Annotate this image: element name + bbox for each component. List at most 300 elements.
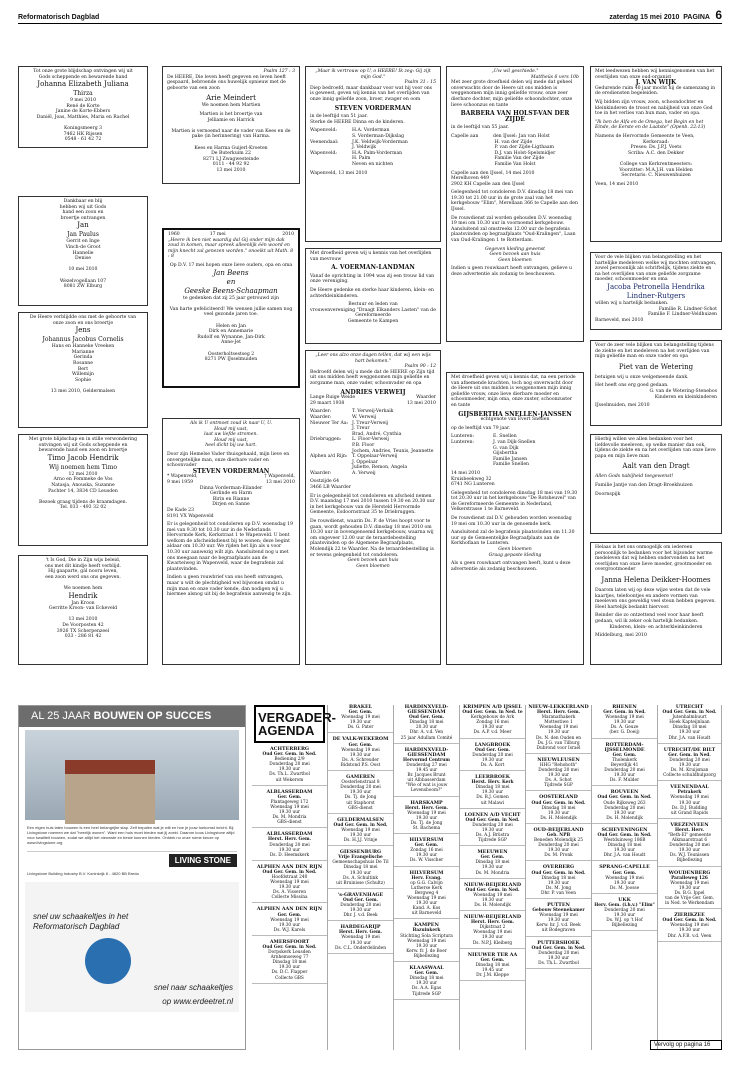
- ad-address: Livingstone Building Industry B.V. Koninkrijk 8 - 4820 BB Breda: [27, 871, 139, 876]
- text-line: 6741 NG Lunteren: [451, 482, 495, 488]
- agenda-line: Donderdag 20 mei: [604, 768, 645, 774]
- agenda-entry: [328, 775, 393, 814]
- agenda-line: Donderdag 20 mei: [340, 785, 381, 791]
- text-line: College van Kerkrentmeesters:: [619, 161, 693, 167]
- text-line: Geen bezoek aan huis: [489, 252, 541, 258]
- text-line: Voorzitter: M.A.J.H. van Helden: [619, 167, 693, 173]
- agenda-entry: [460, 883, 525, 911]
- agenda-place: KLAASWAAL: [409, 965, 444, 972]
- agenda-congregation: Oud Ger. Gem. in Ned.: [465, 817, 520, 823]
- agenda-entry: [328, 737, 393, 771]
- agenda-place: WOUDENBERG: [668, 869, 711, 876]
- agenda-line: Zondag 16 mei: [476, 720, 509, 726]
- agenda-congregation: Oud Ger. Gem. in Ned.: [531, 945, 586, 951]
- agenda-line: Ds. M. Pronk: [544, 853, 573, 859]
- agenda-line: 19.30 uur: [547, 810, 570, 816]
- agenda-column: [460, 705, 526, 1050]
- agenda-congregation: Hervormd Centrum: [403, 757, 450, 763]
- agenda-place: GAMEREN: [346, 774, 375, 781]
- agenda-congregation: Gebouw Steenekamer: [532, 908, 585, 914]
- agenda-line: 19.30 uur: [678, 762, 701, 768]
- livingstone-advertisement[interactable]: [18, 705, 246, 1050]
- agenda-line: 19.30 uur: [481, 897, 504, 903]
- agenda-entry: [526, 758, 591, 792]
- child-name: Hendrik: [68, 591, 98, 600]
- agenda-line: Dijkstraat 2: [479, 925, 506, 931]
- text-line: Geen bloemen: [498, 257, 532, 263]
- family-line: Alphen a/d Rijn: T. Oppelaar-Verweij: [310, 454, 398, 460]
- agenda-entry: [658, 748, 721, 782]
- family-line: J. Treur: [352, 426, 370, 432]
- agenda-entry: [460, 775, 525, 809]
- agenda-column: [328, 705, 394, 1050]
- agenda-line: Dinsdag 18 mei: [343, 865, 378, 871]
- deceased-name: STEVEN VORDERMAN: [192, 467, 270, 475]
- text-line: een zoon werd ons ons gegeven.: [45, 574, 121, 580]
- agenda-entry: [328, 893, 393, 921]
- text-line: Geen bezoek aan huis: [347, 558, 399, 564]
- agenda-entry: [658, 823, 721, 867]
- agenda-line: Woensdag 19 mei: [341, 827, 380, 833]
- agenda-line: Collecte Missina: [271, 895, 308, 901]
- text-line: Gerrit en Inge: [66, 239, 100, 245]
- agenda-place: ALPHEN AAN DEN RIJN: [256, 906, 323, 913]
- obituary-ad-vorderman: „Maar ik vertrouw op U, o HEERE! Ik zeg: Gij zijt mijn God." Psalm 31 : 15 Diep bedroefd, maar dankbaar voor wat hij voor ons is geweest, geven wij kennis van het overlijden van onze innig geliefde zoon, broer, zwager en oom STEVEN VORDERMAN in de leeftijd van 51 jaar. Sterke de HEERE Dinna en de kinderen. Wapenveld: H.A. Vorderman S. Vorderman-Dijkslag Veenendaal: J.K. Veldwijk-Vorderman J. Veldwijk Wapenveld: H.A. Palm-Vorderman H. Palm Neven en nichten Wapenveld, 13 mei 2010: [305, 66, 441, 242]
- text-line: ontvingen wij uit Gods scheppende en: [38, 442, 128, 448]
- agenda-line: Woensdag 19 mei: [539, 913, 578, 919]
- agenda-line: Ds. H.J.J. Vrinje: [343, 838, 378, 844]
- agenda-line: Stichting Sola Scriptura: [400, 933, 453, 939]
- agenda-entry: [394, 871, 459, 920]
- agenda-place: NIEUWER TER AA: [467, 951, 518, 958]
- text-line: Birin en Rianne: [212, 496, 250, 502]
- text-line: Van harte gefeliciteerd! We wensen jullie samen nog veel gezonde jaren toe.: [169, 306, 293, 318]
- text-line: 033 - 286 81 42: [64, 634, 102, 640]
- text-line: Hans en Hanneke Vreeken: [51, 344, 115, 350]
- agenda-place: PUTTERSHOEK: [537, 939, 580, 946]
- agenda-congregation: Herst. Herv. Gem.: [267, 837, 311, 843]
- agenda-line: Kerw. hr. J. v.d. Beek: [536, 923, 581, 929]
- family-line: Lunteren: E. Snellen: [451, 434, 517, 440]
- agenda-entry: [526, 795, 591, 823]
- agenda-line: 19.30 uur: [481, 935, 504, 941]
- agenda-entry: [394, 838, 459, 866]
- agenda-line: Ds. A. Visseren: [273, 890, 306, 896]
- vergader-agenda: [252, 705, 722, 1050]
- agenda-line: 19.30 uur: [678, 800, 701, 806]
- agenda-line: Donderdag 27 mei: [406, 762, 447, 768]
- text-line: Arno en Femmeke de Vos: [53, 477, 113, 483]
- text-line: broertje ontvangen: [60, 215, 106, 221]
- text-line: Secretaris: C. Nieuwenhuizen: [621, 173, 691, 179]
- agenda-line: 19.30 uur: [278, 847, 301, 853]
- text-line: Capelle aan den IJssel, 14 mei 2010: [451, 170, 535, 176]
- text-line: Kinderen, klein- en achterkleinkinderen: [609, 624, 703, 630]
- agenda-line: 19.30 uur: [678, 928, 701, 934]
- text-line: De Voorposten 42: [62, 622, 104, 628]
- agenda-line: Alkmaarstraat 6: [671, 838, 708, 844]
- agenda-entry: [252, 940, 327, 984]
- birth-ad-jens: De Heere verblijdde ons met de geboorte van onze zoon en ons broertje Jens Johannus Jacobus Cornelis Hans en Hanneke Vreeken Marianne Gerinda Rosanne Bert Willemijn Sophie 13 mei 2010, Geldermalsen: [18, 312, 148, 428]
- agenda-entry: [526, 941, 591, 969]
- agenda-line: Jutenhalmbuurt: [672, 715, 707, 721]
- agenda-congregation: Ger. Gem.: [348, 742, 373, 748]
- text-line: onze zoon en ons broertje: [52, 320, 114, 326]
- agenda-line: GBS-dienst: [277, 820, 302, 826]
- agenda-line: Ds. Tj. de Jong: [344, 795, 377, 801]
- agenda-line: Ds. Th.L. Zwartbol: [269, 772, 310, 778]
- text-line: Gerlinde en Harm: [209, 491, 253, 497]
- family-line: Gijsbertha: [493, 451, 518, 457]
- agenda-line: 19.30 uur: [278, 810, 301, 816]
- agenda-line: Ds. Th.L. Zwartbol: [538, 960, 579, 966]
- agenda-line: Woensdag 19 mei: [605, 715, 644, 721]
- agenda-place: ROUVEEN: [610, 789, 639, 796]
- agenda-line: Ds. W.J. op 't Hof: [606, 918, 643, 924]
- agenda-place: 's-GRAVENHAGE: [337, 891, 384, 898]
- agenda-line: 19.30 uur: [547, 730, 570, 736]
- text-line: Familie F. Lindner-Veldhuizen: [648, 312, 717, 318]
- agenda-line: 19.30 uur: [613, 773, 636, 779]
- text-line: ons met dit kindje heeft verblijd.: [44, 563, 121, 569]
- text-line: De Buterkuim 22: [211, 151, 251, 157]
- continued-note[interactable]: Vervolg op pagina 16: [650, 1040, 722, 1050]
- header-rule: [18, 23, 722, 24]
- agenda-line: 19.30 uur: [613, 880, 636, 886]
- agenda-line: Dorpskerk Leusden: [268, 950, 311, 956]
- text-line: Willemijn: [72, 372, 94, 378]
- agenda-line: Dhr. J.A. van Houdt: [668, 735, 711, 741]
- agenda-line: Ds. H. Molendijk: [474, 903, 511, 908]
- agenda-line: uit Staphorst: [346, 800, 375, 806]
- agenda-place: RHENEN: [612, 704, 637, 710]
- agenda-entry: [526, 705, 591, 754]
- family-line: Wapenveld: H.A. Palm-Vorderman: [310, 150, 403, 156]
- agenda-place: ALBLASSERDAM: [266, 788, 313, 795]
- agenda-column: [592, 705, 658, 1050]
- text-line: Marianne: [71, 349, 95, 355]
- schaakeltjes-ad[interactable]: snel uw schaakeltjes in het Reformatorisch Dagblad snel naar schaakeltjes op www.erdeetret.nl: [25, 882, 239, 1012]
- page-date: zaterdag 15 mei 2010 PAGINA: [609, 14, 710, 21]
- agenda-congregation: Herst. Herv. Gem.: [470, 920, 514, 926]
- agenda-line: Woensdag 19 mei: [407, 896, 446, 901]
- text-line: Familie R. Lindner-Schot: [658, 306, 717, 312]
- text-line: Martien is vernoemd naar de vader van Kees en de pake (in herinnering) van Harma.: [171, 128, 291, 140]
- agenda-entry: [526, 903, 591, 937]
- family-line: Familie Snellen: [493, 462, 529, 468]
- anniversary-ad-beens: 1960 17 mei 2010 „Heere ik ben niet waardig dal Gij onder mijn dak zoud in komen, maar spreek alleenlijk één woord en mijn knecht zal genezen worden." onoeikt uit Math. 8 : 8 Op D.V. 17 mei hopen onze lieve ouders, opa en oma Jan Beens en Geeske Beens-Schaapman te gedenken dat zij 25 jaar getrouwd zijn Van harte gefeliciteerd! We wensen jullie samen nog veel gezonde jaren toe. Helen en Jan Dirk en Annemarie Rudolf en Wynanne, Jan-Dirk Anne-Jet Oosterholtsestseg 2 8271 PW IJsselmuiden: [162, 228, 300, 388]
- agenda-line: 19.30 uur: [349, 752, 372, 758]
- agenda-line: Dhr. J.A. van Houdt: [603, 853, 646, 859]
- agenda-line: "Beth-El" gemeente: [668, 832, 711, 838]
- agenda-entry: [592, 790, 657, 824]
- agenda-line: Donderdag 20 mei: [269, 762, 310, 768]
- agenda-congregation: Ger. Gem.: [348, 710, 373, 716]
- agenda-column: [526, 705, 592, 1050]
- child-name: Jens: [75, 326, 91, 335]
- agenda-line: Ds. J.G. van Tilburg: [537, 740, 580, 746]
- family-line: Nieuwer Ter Aa: J. Treur-Verweij: [310, 420, 389, 426]
- agenda-congregation: Oud Ger. Gem. in Ned.: [662, 710, 717, 716]
- agenda-place: ACHTERBERG: [269, 746, 310, 752]
- family-line: Waarder: A. Verweij: [310, 470, 376, 476]
- livingstone-logo: LIVING STONE: [169, 854, 237, 867]
- agenda-line: Ds. C.L. Onderdelinden: [335, 945, 386, 951]
- family-line: Juliette, Remon, Angela: [352, 465, 408, 471]
- obituary-ad-snellen: Met droefheid geven wij u kennis dat, na een periode van afnemende krachten, toch nog onverwacht door de Heere uit ons midden is weggenomen mijn innig geliefde vrouw, onze lieve dierbare moeder en schoonmoeder, mijn oma, onze zuster, schoonzuster en tante GIJSBERTHA SNELLEN-JANSSEN echtgenote van Evert Snellen op de leeftijd van 79 jaar. Lunteren: E. Snellen Lunteren: J. van Dijk-Snellen G. van Dijk Gijsbertha Familie Jansen Familie Snellen 14 mei 2010 Kruisbeekweg 32 6741 NG Lunteren Gelegenheid tot condoleren dinsdag 18 mei van 19.30 tot 20.30 uur in het kerkgebouw "De Rotsheuvel" van de Gereformeerde Gemeente in Nederland, Velkerstrasse 1 te Barneveld. De rouwdienst zal D.V. gehouden worden woensdag 19 mei om 10.30 uur in de genoemde kerk. Aansluitend zal de begrafenis plaatsvinden om 11.30 uur op de Gemeentelijke Begraafplaats aan de Kerkhoflaan te Lunteren. Geen bloemen Graag gepaste kleding Als u geen rouwkaart ontvangen heeft, kunt u deze advertentie als zodanig beschouwen.: [446, 372, 584, 665]
- agenda-place: ROTTERDAM-IJSSELMONDE: [604, 741, 645, 753]
- agenda-place: VREZENVEEN: [670, 821, 709, 828]
- agenda-congregation: Vrije Evangelische: [338, 855, 383, 861]
- agenda-congregation: Oud Ger. Gem. in Ned.: [531, 870, 586, 876]
- child-name: Jan: [77, 221, 89, 230]
- agenda-congregation: Oud Ger. Gem.: [342, 897, 379, 903]
- agenda-line: Woensdag 19 mei: [473, 892, 512, 898]
- text-line: Martien is het broertje van: [199, 111, 263, 117]
- agenda-congregation: Ger. Gem.: [480, 855, 505, 861]
- birth-ad-jan: Dankbaar en blij hebben wij uit Gods hand een zoon en broertje ontvangen Jan Jan Paulus Gerrit en Inge Vinch-de Groot Hannelie Denise 10 mei 2010 Wezelvogellaan 107 8081 ZW Elburg: [18, 196, 148, 306]
- agenda-line: 19.30 uur: [547, 880, 570, 886]
- agenda-entry: [252, 865, 327, 904]
- text-line: Daniël, Joas, Matthies, Maria en Rachel: [36, 114, 130, 120]
- agenda-line: 19.30 uur: [678, 730, 701, 736]
- agenda-line: uit Albbasserdam: [407, 778, 446, 784]
- agenda-line: 19.30 uur: [481, 865, 504, 871]
- text-line: Sophie: [75, 377, 91, 383]
- text-line: Gemeente te Kampen: [347, 318, 399, 324]
- agenda-line: Donderdag 20 mei: [604, 908, 645, 914]
- text-line: Oostzijde 64: [310, 479, 340, 485]
- agenda-line: Arnhemseweg 77: [270, 955, 309, 961]
- agenda-entry: [526, 828, 591, 862]
- agenda-line: Woensdag 19 mei: [670, 795, 709, 801]
- agenda-line: Woensdag 19 mei: [407, 810, 446, 816]
- text-line: Jan Kroon: [71, 600, 95, 606]
- agenda-congregation: Oud Ger. Gem. in Ned.: [662, 918, 717, 924]
- agenda-line: Ds. A. Kort: [480, 762, 505, 768]
- text-line: Gods scheppende en bewarende hand: [38, 74, 128, 80]
- agenda-line: Ds. D. Heemskerk: [269, 852, 310, 858]
- text-line: bewarende hand een zoon en broertje: [38, 448, 128, 454]
- agenda-line: Dhr. A.F.B. v.d. Veen: [667, 933, 712, 939]
- agenda-place: KRIMPEN A/D IJSSEL: [463, 704, 522, 710]
- agenda-line: Donderdag 20 mei: [538, 950, 579, 956]
- agenda-line: Woensdag 19 mei: [670, 880, 709, 886]
- agenda-line: Bijbellezing: [611, 923, 638, 929]
- agenda-line: Bijbellezing: [676, 858, 703, 864]
- agenda-line: Bijbellezing: [413, 953, 440, 959]
- agenda-line: Dubrond voor Israël: [536, 745, 581, 751]
- text-line: 0111 - 44 92 92: [212, 162, 250, 168]
- agenda-entry: [328, 818, 393, 846]
- text-line: Anne-Jet: [221, 340, 241, 346]
- agenda-place: SPRANG-CAPELLE: [599, 864, 650, 871]
- text-line: Gegeven kleding gewenst: [485, 246, 545, 252]
- text-line: Houd mij vast,: [214, 426, 248, 432]
- agenda-place: UKK: [618, 896, 631, 903]
- text-line: 14 mei 2010: [451, 470, 481, 476]
- agenda-column: [658, 705, 722, 1050]
- agenda-congregation: Ger. Gem.: [414, 971, 439, 977]
- agenda-line: Beyerdijk 41: [610, 762, 639, 768]
- agenda-place: HARDINXVELD-GIESSENDAM: [404, 704, 449, 716]
- thanks-ad-van-den-dragt: Hierbij willen we allen bedanken voor het liefdevolle meeleven, op welke manier dan ook, tijdens de ziekte en na het overlijden van onze lieve papa en mijn lieve man Aalt van den Dragt Allen Gods nabijheid toegewenst! Familie Jantje van den Dragt-Broekhuizen Doornspijk: [590, 434, 722, 534]
- agenda-line: 19.30 uur: [349, 720, 372, 726]
- agenda-line: 19.30 uur: [613, 720, 636, 726]
- agenda-line: Donderdag 20 mei: [472, 752, 513, 758]
- obituary-ad-voerman: Met droefheid geven wij u kennis van het overlijden van mevrouw A. VOERMAN-LANDMAN Vanaf de oprichting in 1994 was zij een trouw lid van onze vereniging. De Heere gedenke en sterke haar kinderen, klein- en achterkleinkinderen. Bestuur en leden van vrouwenvereniging "Draagt Elkanders Lasten" van de Gereformeerde Gemeente te Kampen: [305, 248, 441, 344]
- agenda-line: Ds. W.J. Teunissen: [669, 853, 710, 859]
- agenda-place: HARDINXVELD-GIESSENDAM: [404, 746, 449, 758]
- agenda-line: Collecte schuldhulpzorg: [663, 773, 716, 779]
- birth-ad-arie: Psalm 127 : 3 De HEERE, Die leven heeft gegeven en leven heeft gespaard, bebroende ons huwelijk opnieuw met de geboorte van een zoon Arie Meindert We noemen hem Martien Martien is het broertje van Jelliamie en Harrick Martien is vernoemd naar de vader van Kees en de pake (in herinnering) van Harma. Kees en Harma Guijerl-Kroeten De Buterkuim 22 8271 LJ Zwagwesteinde 0111 - 44 92 92 13 mei 2010: [162, 66, 300, 184]
- mouse-icon: [85, 938, 131, 984]
- agenda-line: Oude Rijksweg 263: [603, 800, 646, 806]
- agenda-line: Dhr. A. v.d. Ven: [409, 730, 444, 736]
- text-line: 8191 VX Wapenveld: [167, 513, 214, 519]
- text-line: 13 mei 2010: [216, 167, 246, 173]
- agenda-line: Ds. A. Schot: [545, 778, 572, 784]
- agenda-place: SCHEVENINGEN: [601, 826, 648, 833]
- agenda-line: Ds. A.P. v.d. Meer: [473, 730, 512, 736]
- agenda-line: Ds. G. Pater: [347, 725, 374, 731]
- obituary-ad-verweij: „Leer ons alzo onze dagen tellen, dat wij een wijs hart bekomen." Psalm 90 : 12 Bedroefd delen wij u mede dat de HEERE op Zijn tijd uit ons midden heeft weggenomen mijn geliefde en zorgzame man, onze vader, schoonvader en opa ANDRIES VERWEIJ Lange Ruige Weide Waarder 29 maart 1938 13 mei 2010 Waarder: T. Verweij-Verkaik Waarder: W. Verweij Nieuwer Ter Aa: J. Treur-Verweij J. Treur Brad, André, Cynthia Driebruggen: L. Floor-Verweij P.B. Floor Jochem, Andries, Teunis, Jeannette Alphen a/d Rijn: T. Oppelaar-Verweij J. Oppelaar Juliette, Remon, Angela Waarder: A. Verweij Oostzijde 64 3466 LB Waarder Er is gelegenheid tot condoleren en afscheid nemen D.V. maandag 17 mei 2010 tussen 19.30 en 20.30 uur in het kerkgebouw van de Hersteld Hervormde Gemeente, Esdoornstraat 35 te Driebruggen. De rouwdienst, waarin Ds. P. de Vries hoopt voor te gaan, wordt gehouden D.V. dinsdag 18 mei 2010 om 10.30 uur in bovengenoemd kerkgebouw, waarna wij om ongeveer 12.00 uur de teraardebestelling plaatsvinden op de Algemene Begraafplaats, Molendijk 22 te Waarder. Na de teraardebestelling is er tevens gelegenheid tot condoleren. Geen bezoek aan huis Geen bloemen: [305, 350, 441, 665]
- text-line: Geen bloemen: [498, 547, 532, 553]
- agenda-place: ZIERIKZEE: [674, 912, 705, 919]
- agenda-place: GELDERMALSEN: [337, 816, 384, 823]
- family-line: H. Palm: [352, 156, 371, 162]
- text-line: Denise: [75, 256, 91, 262]
- agenda-line: Ds. A.A. Egas: [411, 986, 442, 992]
- text-line: 7462 HK Rijssen: [63, 131, 103, 137]
- agenda-line: Woensdag 19 mei: [605, 875, 644, 881]
- agenda-line: Plantageweg 172: [270, 799, 309, 805]
- agenda-congregation: Oud Ger. Gem.: [474, 747, 511, 753]
- agenda-line: Ds. H. Molendijk: [606, 815, 643, 821]
- family-line: P.B. Floor: [352, 442, 375, 448]
- text-line: Tel. 033 - 493 32 02: [59, 505, 107, 511]
- agenda-place: DE VALK-WEKEROM: [332, 736, 389, 743]
- text-line: Kerkeraad:: [643, 139, 669, 145]
- agenda-line: 19.30 uur: [349, 870, 372, 876]
- agenda-congregation: Ger. Gem.: [414, 843, 439, 849]
- agenda-line: Dinsdag 18 mei: [541, 875, 576, 881]
- agenda-line: Bidstond P.S. Oost: [340, 762, 381, 768]
- text-line: Dinna Vorderman-Eilander: [199, 485, 263, 491]
- child-name: Johanna Elizabeth Juliana: [37, 80, 129, 89]
- agenda-line: 19.30 uur: [613, 810, 636, 816]
- agenda-line: Kerkgebouw de Ark: [470, 715, 515, 721]
- agenda-congregation: Oud Ger. Gem. in Ned.: [597, 832, 652, 838]
- agenda-place: OVERBERG: [542, 864, 575, 871]
- agenda-line: Ds. N. den Ouden en: [535, 735, 582, 741]
- text-line: Gerritte Kroon- van Eckeveld: [48, 606, 118, 612]
- agenda-entry: [460, 915, 525, 949]
- agenda-line: Ds. A. Schultink: [343, 875, 378, 881]
- agenda-line: Ds. N.P.J. Kleiberg: [472, 940, 513, 946]
- agenda-line: Woensdag 19 mei: [270, 880, 309, 886]
- agenda-line: "Wie of wat is jouw: [405, 783, 448, 789]
- agenda-line: Tijdrede SGP: [478, 838, 507, 844]
- agenda-line: van de Vrije Ger. Gem.: [664, 896, 715, 901]
- agenda-line: Gemeenschapshuis De Til: [332, 860, 389, 866]
- text-line: G. van de Wetering-Stenebos: [649, 388, 717, 394]
- agenda-line: Dinsdag 18 mei: [541, 805, 576, 811]
- agenda-line: Ds. W.J. Karels: [273, 927, 306, 933]
- agenda-congregation: Oud Ger. Gem. in Ned.: [262, 869, 317, 875]
- agenda-place: LOENEN A/D VECHT: [464, 811, 521, 818]
- text-line: 8271 PW IJsselmuiden: [204, 357, 258, 363]
- ad-url[interactable]: op www.erdeetret.nl: [162, 997, 233, 1006]
- agenda-place: GIESSENBURG: [339, 849, 382, 856]
- family-line: Jochem, Andries, Teunis, Jeannette: [352, 448, 434, 454]
- agenda-line: Donderdag 20 mei: [669, 843, 710, 849]
- agenda-congregation: Ger. Gem.: [612, 870, 637, 876]
- agenda-line: 19.45 uur: [415, 768, 438, 774]
- text-line: Graag gepaste kleding: [488, 552, 542, 558]
- agenda-line: Woensdag 19 mei: [270, 917, 309, 923]
- agenda-place: AMERSFOORT: [269, 938, 310, 945]
- text-line: hand een zoon en: [62, 210, 104, 216]
- agenda-line: Ds. M. Mondria: [475, 870, 510, 876]
- agenda-line: Ds. Tj. de Jong: [410, 820, 443, 826]
- agenda-congregation: Herst. Herv. Gem.: [404, 805, 448, 811]
- agenda-entry: [658, 785, 721, 819]
- agenda-line: 19.45 uur: [481, 967, 504, 973]
- agenda-place: ALBLASSERDAM: [266, 831, 313, 838]
- agenda-line: Ds. B.J. Gomen: [476, 795, 509, 801]
- paper-name: Reformatorisch Dagblad: [18, 14, 100, 21]
- agenda-line: 19.30 uur: [547, 773, 570, 779]
- agenda-entry: [592, 898, 657, 932]
- agenda-line: 19.30 uur: [481, 827, 504, 833]
- family-line: Familie Van der Zijde: [493, 156, 545, 162]
- agenda-line: Ds. A.J. Brüstra: [475, 832, 510, 838]
- agenda-congregation: Herst. Herv. Gem.: [338, 930, 382, 936]
- agenda-line: Donderdag 20 mei: [538, 843, 579, 849]
- agenda-congregation: Herv. Gem. (i.h.v.) "Elim": [594, 903, 655, 908]
- agenda-line: Ds. A. Geuze: [610, 725, 639, 731]
- agenda-line: Dinsdag 18 mei: [672, 725, 707, 731]
- agenda-congregation: Herv. Evang.: [411, 875, 442, 881]
- agenda-column: [252, 705, 337, 1050]
- agenda-entry: [328, 850, 393, 889]
- agenda-line: Ds. B.G. Ippel: [674, 890, 705, 896]
- text-line: Bestuur en leden van: [348, 302, 398, 308]
- agenda-line: uit Malawi: [480, 800, 505, 806]
- agenda-line: Kand. A. Kos: [412, 906, 441, 912]
- agenda-line: (ber. G. Doeij): [609, 730, 640, 736]
- agenda-line: Woensdag 19 mei: [407, 938, 446, 944]
- agenda-line: 19.30 uur: [481, 790, 504, 796]
- text-line: De Kade 23: [167, 507, 194, 513]
- text-line: Bert: [77, 366, 89, 372]
- agenda-line: Ds. M. Kruijsman: [670, 768, 709, 774]
- agenda-congregation: Oud Ger. Gem.: [408, 715, 445, 721]
- agenda-entry: [252, 790, 327, 829]
- agenda-line: Lutherse Kerk: [410, 885, 443, 891]
- agenda-place: LEERBROEK: [475, 774, 510, 781]
- text-line: Kees en Harma Guijerl-Kroeten: [194, 145, 268, 151]
- agenda-line: 19.30 uur: [415, 943, 438, 949]
- agenda-line: Ds. M. Jong: [545, 885, 572, 891]
- agenda-line: 19.30 uur: [349, 908, 372, 914]
- agenda-line: 20.30 uur: [415, 725, 438, 731]
- family-line: Driebruggen: L. Floor-Verweij: [310, 437, 389, 443]
- agenda-congregation: Herst. Herv.: [674, 827, 705, 833]
- agenda-entry: [252, 907, 327, 935]
- agenda-line: Dr. J.M. Kleppe: [476, 973, 509, 979]
